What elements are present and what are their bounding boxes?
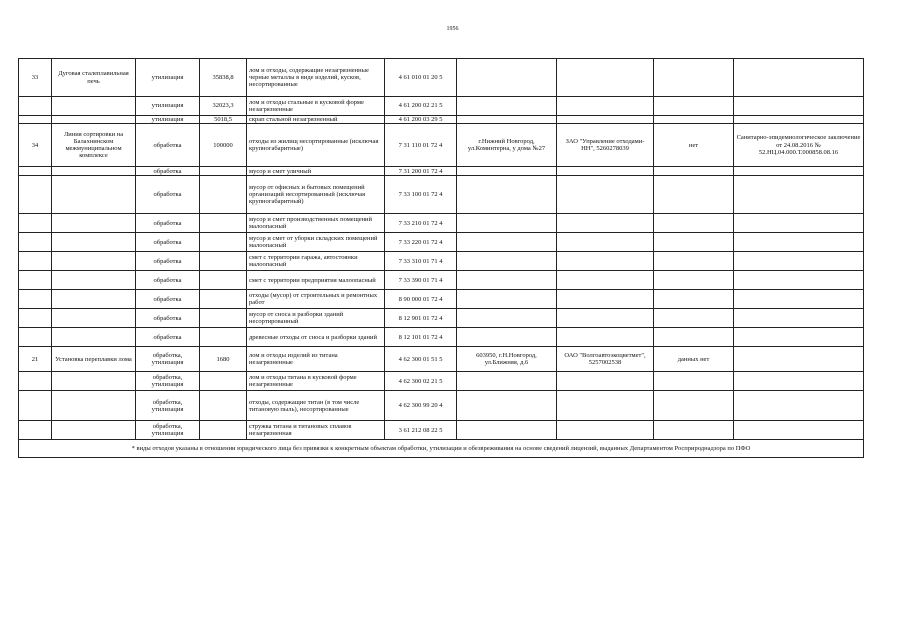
cell-capacity: [200, 252, 247, 271]
cell-expertise: [734, 290, 864, 309]
cell-zone: [654, 233, 734, 252]
cell-operator: [557, 167, 654, 176]
cell-activity: утилизация: [136, 97, 200, 116]
cell-number: [19, 391, 52, 421]
cell-operator: [557, 116, 654, 124]
cell-address: [457, 252, 557, 271]
cell-operator: [557, 421, 654, 440]
cell-activity: обработка, утилизация: [136, 391, 200, 421]
cell-zone: нет: [654, 124, 734, 167]
cell-expertise: [734, 271, 864, 290]
cell-waste-name: мусор от офисных и бытовых помещений организаций несортированный (исключая крупногабаритный): [247, 176, 385, 214]
cell-capacity: 1680: [200, 347, 247, 372]
cell-expertise: [734, 252, 864, 271]
cell-number: 33: [19, 59, 52, 97]
table-row: [19, 271, 864, 290]
cell-number: [19, 421, 52, 440]
cell-facility: [52, 233, 136, 252]
cell-waste-name: скрап стальной незагрязненный: [247, 116, 385, 124]
table-row: [19, 328, 864, 347]
cell-facility: [52, 309, 136, 328]
cell-expertise: Санитарно-эпидемиологическое заключение от 24.08.2016 № 52.НЦ.04.000.Т.000858.08.16: [734, 124, 864, 167]
cell-waste-name: древесные отходы от сноса и разборки зданий: [247, 328, 385, 347]
cell-operator: [557, 372, 654, 391]
table-row: [19, 176, 864, 214]
cell-waste-name: лом и отходы, содержащие незагрязненные черные металлы в виде изделий, кусков, несортированные: [247, 59, 385, 97]
cell-activity: обработка: [136, 328, 200, 347]
cell-activity: обработка: [136, 309, 200, 328]
cell-capacity: [200, 328, 247, 347]
cell-waste-code: 8 90 000 01 72 4: [385, 290, 457, 309]
cell-operator: [557, 252, 654, 271]
cell-address: [457, 59, 557, 97]
cell-waste-name: отходы (мусор) от строительных и ремонтных работ: [247, 290, 385, 309]
cell-capacity: 100000: [200, 124, 247, 167]
cell-capacity: [200, 176, 247, 214]
cell-expertise: [734, 421, 864, 440]
cell-address: [457, 233, 557, 252]
cell-operator: [557, 214, 654, 233]
cell-expertise: [734, 347, 864, 372]
cell-capacity: [200, 271, 247, 290]
cell-waste-name: мусор и смет производственных помещений малоопасный: [247, 214, 385, 233]
cell-facility: [52, 290, 136, 309]
cell-operator: [557, 97, 654, 116]
cell-waste-code: 4 62 300 01 51 5: [385, 347, 457, 372]
cell-zone: [654, 167, 734, 176]
cell-waste-name: смет с территории гаража, автостоянки малоопасный: [247, 252, 385, 271]
cell-address: [457, 214, 557, 233]
cell-zone: [654, 214, 734, 233]
cell-operator: [557, 309, 654, 328]
cell-expertise: [734, 391, 864, 421]
cell-operator: ЗАО "Управление отходами-НН", 5260278039: [557, 124, 654, 167]
footnote-row: [19, 440, 864, 458]
cell-capacity: [200, 290, 247, 309]
cell-expertise: [734, 214, 864, 233]
cell-waste-name: лом и отходы титана в кусковой форме незагрязненные: [247, 372, 385, 391]
waste-facilities-table: [18, 58, 864, 458]
cell-expertise: [734, 328, 864, 347]
cell-activity: обработка: [136, 214, 200, 233]
cell-number: [19, 214, 52, 233]
cell-address: 603950, г.Н.Новгород, ул.Ближняя, д.6: [457, 347, 557, 372]
cell-facility: [52, 391, 136, 421]
cell-expertise: [734, 116, 864, 124]
cell-capacity: [200, 391, 247, 421]
cell-address: [457, 116, 557, 124]
cell-address: [457, 372, 557, 391]
cell-capacity: 35838,8: [200, 59, 247, 97]
cell-operator: [557, 233, 654, 252]
cell-address: [457, 97, 557, 116]
table-row: [19, 233, 864, 252]
cell-activity: обработка: [136, 290, 200, 309]
cell-waste-code: 7 31 200 01 72 4: [385, 167, 457, 176]
cell-expertise: [734, 167, 864, 176]
cell-facility: Линия сортировки на Балахнинском межмуниципальном комплексе: [52, 124, 136, 167]
cell-operator: ОАО "Волгоавтоэкоцветмет", 5257002538: [557, 347, 654, 372]
cell-number: [19, 372, 52, 391]
cell-zone: [654, 290, 734, 309]
cell-address: [457, 167, 557, 176]
table-row: [19, 116, 864, 124]
cell-expertise: [734, 97, 864, 116]
cell-zone: [654, 271, 734, 290]
cell-waste-code: 4 62 300 02 21 5: [385, 372, 457, 391]
cell-waste-code: 4 61 200 03 29 5: [385, 116, 457, 124]
cell-waste-code: 7 33 220 01 72 4: [385, 233, 457, 252]
cell-waste-code: 7 33 390 01 71 4: [385, 271, 457, 290]
cell-expertise: [734, 59, 864, 97]
cell-waste-code: 4 62 300 99 20 4: [385, 391, 457, 421]
cell-waste-name: лом и отходы изделий из титана незагрязненные: [247, 347, 385, 372]
table-footnote: * виды отходов указаны в отношении юридического лица без привязки к конкретным объектам обработки, утилизации и обезвреживания на основе сведений лицензий, выданных Департаментом Росприроднадзора по ПФО: [19, 440, 864, 458]
cell-capacity: [200, 214, 247, 233]
cell-zone: [654, 59, 734, 97]
cell-number: [19, 116, 52, 124]
table-row: [19, 421, 864, 440]
cell-address: [457, 309, 557, 328]
cell-waste-code: 4 61 010 01 20 5: [385, 59, 457, 97]
cell-capacity: [200, 233, 247, 252]
cell-expertise: [734, 309, 864, 328]
cell-waste-name: мусор от сноса и разборки зданий несортированный: [247, 309, 385, 328]
cell-capacity: 5018,5: [200, 116, 247, 124]
cell-facility: [52, 116, 136, 124]
cell-zone: [654, 372, 734, 391]
cell-facility: Дуговая сталеплавильная печь: [52, 59, 136, 97]
table-row: [19, 347, 864, 372]
cell-number: [19, 290, 52, 309]
cell-facility: [52, 167, 136, 176]
cell-waste-code: 7 33 310 01 71 4: [385, 252, 457, 271]
cell-facility: Установка переплавки лома: [52, 347, 136, 372]
cell-address: [457, 421, 557, 440]
cell-facility: [52, 328, 136, 347]
cell-number: [19, 176, 52, 214]
cell-number: [19, 309, 52, 328]
cell-zone: [654, 309, 734, 328]
cell-activity: обработка, утилизация: [136, 372, 200, 391]
cell-zone: [654, 328, 734, 347]
cell-zone: [654, 421, 734, 440]
cell-waste-name: стружка титана и титановых сплавов незагрязненная: [247, 421, 385, 440]
cell-facility: [52, 252, 136, 271]
cell-waste-code: 3 61 212 08 22 5: [385, 421, 457, 440]
cell-zone: [654, 176, 734, 214]
cell-activity: утилизация: [136, 116, 200, 124]
table-row: [19, 167, 864, 176]
cell-waste-name: смет с территории предприятия малоопасный: [247, 271, 385, 290]
cell-operator: [557, 59, 654, 97]
cell-zone: [654, 97, 734, 116]
table-row: [19, 252, 864, 271]
cell-number: [19, 233, 52, 252]
cell-waste-name: отходы, содержащие титан (в том числе титановую пыль), несортированные: [247, 391, 385, 421]
cell-activity: обработка, утилизация: [136, 347, 200, 372]
cell-expertise: [734, 372, 864, 391]
cell-activity: обработка: [136, 271, 200, 290]
cell-waste-name: отходы из жилищ несортированные (исключая крупногабаритные): [247, 124, 385, 167]
table-row: [19, 97, 864, 116]
table-row: [19, 124, 864, 167]
cell-activity: обработка: [136, 124, 200, 167]
cell-capacity: [200, 167, 247, 176]
cell-waste-code: 4 61 200 02 21 5: [385, 97, 457, 116]
cell-expertise: [734, 176, 864, 214]
cell-capacity: 32023,3: [200, 97, 247, 116]
cell-number: [19, 97, 52, 116]
cell-waste-code: 8 12 101 01 72 4: [385, 328, 457, 347]
cell-facility: [52, 97, 136, 116]
cell-waste-code: 7 31 110 01 72 4: [385, 124, 457, 167]
table-row: [19, 391, 864, 421]
cell-number: [19, 167, 52, 176]
cell-zone: [654, 391, 734, 421]
table-row: [19, 372, 864, 391]
table-row: [19, 309, 864, 328]
cell-activity: утилизация: [136, 59, 200, 97]
cell-operator: [557, 328, 654, 347]
table-row: [19, 214, 864, 233]
cell-activity: обработка: [136, 252, 200, 271]
cell-waste-name: лом и отходы стальные в кусковой форме незагрязненные: [247, 97, 385, 116]
cell-waste-code: 7 33 100 01 72 4: [385, 176, 457, 214]
cell-number: 34: [19, 124, 52, 167]
cell-zone: [654, 116, 734, 124]
table-row: [19, 290, 864, 309]
cell-operator: [557, 271, 654, 290]
cell-operator: [557, 176, 654, 214]
cell-capacity: [200, 309, 247, 328]
cell-capacity: [200, 372, 247, 391]
cell-facility: [52, 271, 136, 290]
cell-zone: [654, 252, 734, 271]
cell-activity: обработка, утилизация: [136, 421, 200, 440]
cell-address: [457, 290, 557, 309]
cell-address: [457, 328, 557, 347]
cell-activity: обработка: [136, 176, 200, 214]
cell-number: [19, 252, 52, 271]
cell-capacity: [200, 421, 247, 440]
cell-address: [457, 176, 557, 214]
cell-waste-name: мусор и смет уличный: [247, 167, 385, 176]
page-number: 1956: [446, 26, 459, 32]
cell-number: [19, 271, 52, 290]
cell-facility: [52, 421, 136, 440]
cell-waste-code: 8 12 901 01 72 4: [385, 309, 457, 328]
cell-waste-code: 7 33 210 01 72 4: [385, 214, 457, 233]
cell-address: [457, 391, 557, 421]
cell-address: [457, 271, 557, 290]
cell-facility: [52, 214, 136, 233]
table-row: [19, 59, 864, 97]
cell-zone: данных нет: [654, 347, 734, 372]
cell-address: г.Нижний Новгород, ул.Коминтерна, у дома №27: [457, 124, 557, 167]
cell-number: 21: [19, 347, 52, 372]
cell-activity: обработка: [136, 233, 200, 252]
cell-number: [19, 328, 52, 347]
cell-facility: [52, 372, 136, 391]
cell-waste-name: мусор и смет от уборки складских помещений малоопасный: [247, 233, 385, 252]
cell-activity: обработка: [136, 167, 200, 176]
cell-facility: [52, 176, 136, 214]
cell-expertise: [734, 233, 864, 252]
cell-operator: [557, 391, 654, 421]
cell-operator: [557, 290, 654, 309]
